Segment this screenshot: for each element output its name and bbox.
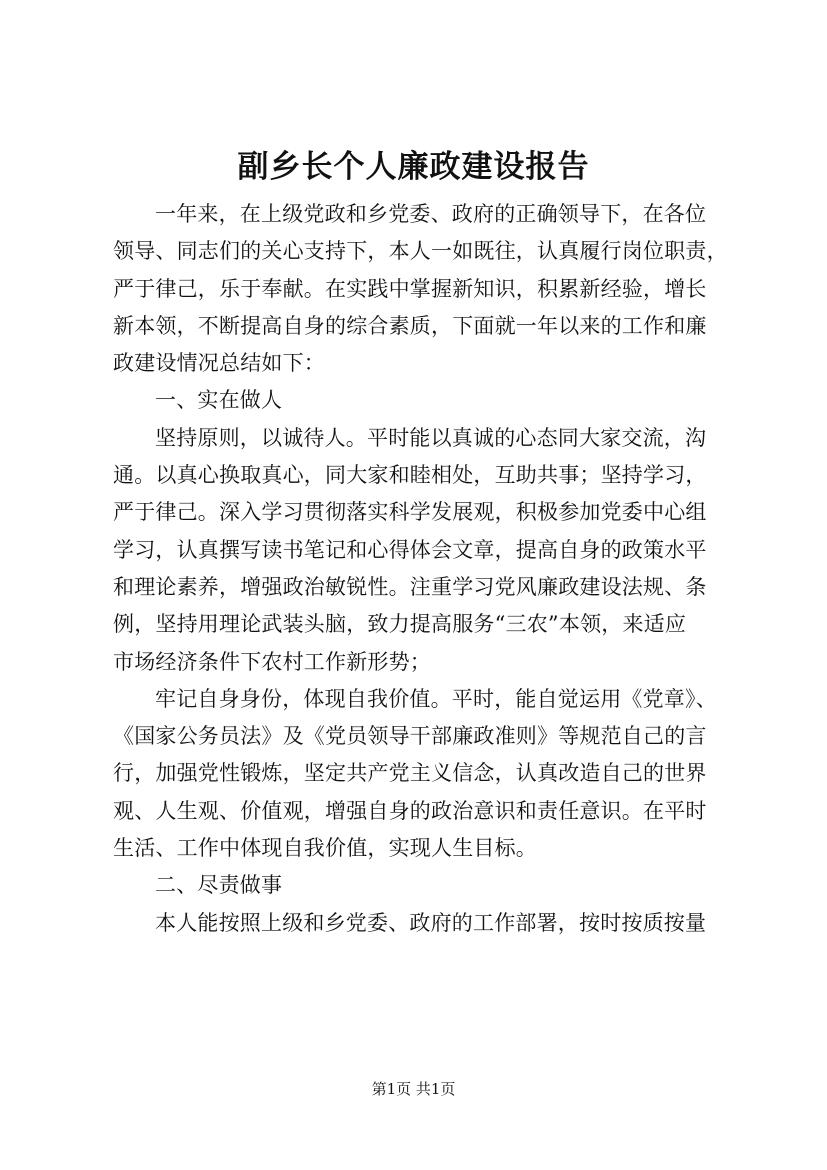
body-line: 本人能按照上级和乡党委、政府的工作部署，按时按质按量 (155, 910, 707, 935)
body-line: 领导、同志们的关心支持下，本人一如既往，认真履行岗位职责， (113, 239, 728, 264)
body-line: 严于律己。深入学习贯彻落实科学发展观，积极参加党委中心组 (113, 500, 707, 525)
body-line: 《国家公务员法》及《党员领导干部廉政准则》等规范自己的言 (113, 724, 707, 749)
body-line: 市场经济条件下农村工作新形势； (113, 649, 431, 674)
body-line: 一、实在做人 (155, 388, 283, 413)
document-body (113, 196, 738, 942)
body-line: 观、人生观、价值观，增强自身的政治意识和责任意识。在平时 (113, 798, 707, 823)
body-line: 牢记自身身份，体现自我价值。平时，能自觉运用《党章》、 (155, 686, 717, 711)
body-line: 学习，认真撰写读书笔记和心得体会文章，提高自身的政策水平 (113, 537, 707, 562)
body-line: 例，坚持用理论武装头脑，致力提高服务“三农”本领，来适应 (113, 612, 687, 637)
page-footer: 第1页 共1页 (371, 1080, 456, 1098)
body-line: 通。以真心换取真心，同大家和睦相处，互助共事；坚持学习， (113, 463, 707, 488)
body-line: 一年来，在上级党政和乡党委、政府的正确领导下，在各位 (155, 202, 707, 226)
body-line: 行，加强党性锻炼，坚定共产党主义信念，认真改造自己的世界 (113, 761, 707, 786)
body-line: 新本领，不断提高自身的综合素质，下面就一年以来的工作和廉 (113, 313, 707, 338)
body-line: 政建设情况总结如下： (113, 351, 325, 376)
body-line: 二、尽责做事 (155, 873, 283, 898)
body-line: 和理论素养，增强政治敏锐性。注重学习党风廉政建设法规、条 (113, 574, 707, 599)
body-line: 严于律己，乐于奉献。在实践中掌握新知识，积累新经验，增长 (113, 276, 707, 301)
document-title: 副乡长个人廉政建设报告 (237, 149, 590, 185)
body-line: 坚持原则，以诚待人。平时能以真诚的心态同大家交流，沟 (155, 425, 707, 450)
body-line: 生活、工作中体现自我价值，实现人生目标。 (113, 836, 537, 861)
